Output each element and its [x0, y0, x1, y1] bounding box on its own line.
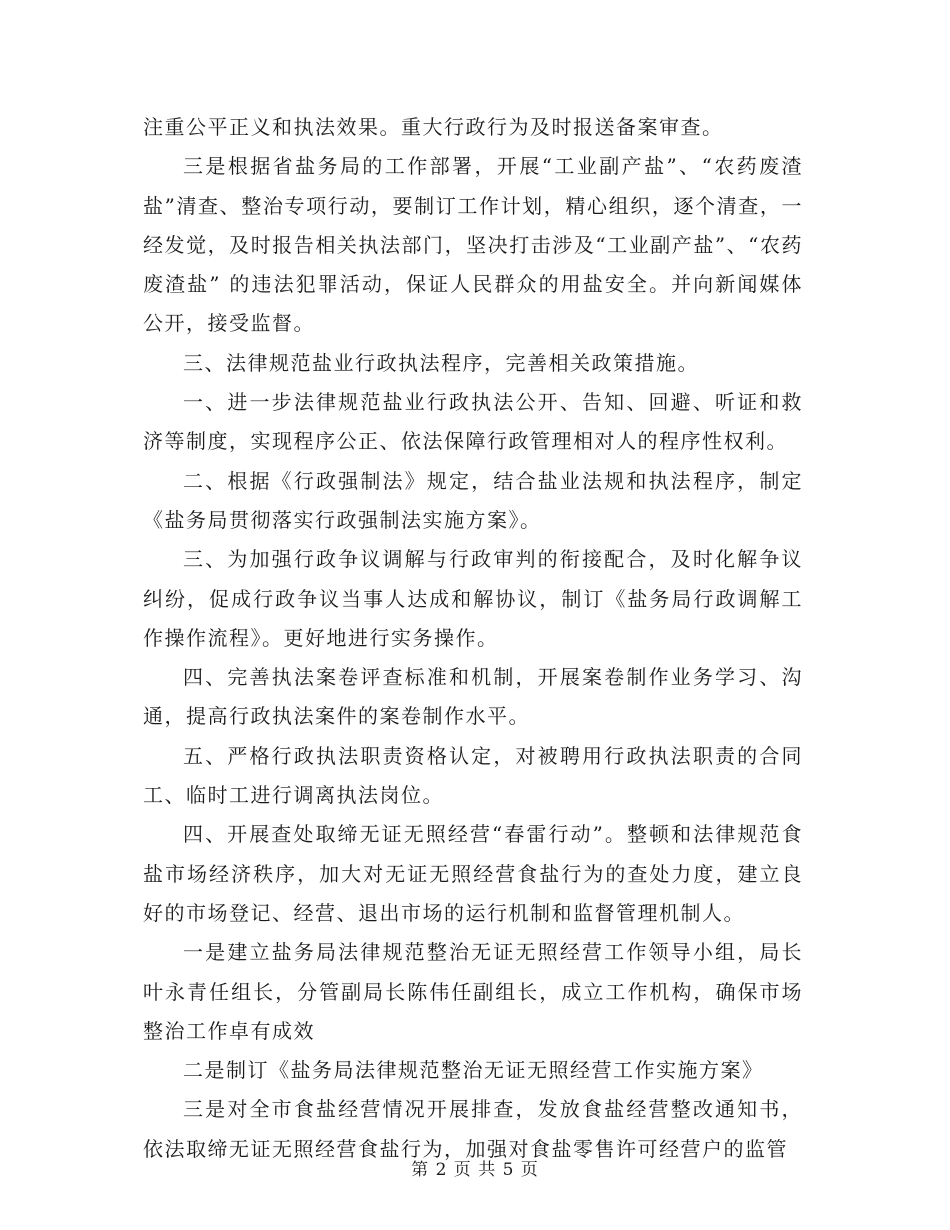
paragraph: 五、严格行政执法职责资格认定，对被聘用行政执法职责的合同工、临时工进行调离执法岗位。	[143, 743, 803, 808]
paragraph: 注重公平正义和执法效果。重大行政行为及时报送备案审查。	[143, 115, 724, 139]
section-heading: 三、法律规范盐业行政执法程序，完善相关政策措施。	[183, 350, 699, 375]
page-number-footer: 第 2 页 共 5 页	[411, 1160, 539, 1180]
paragraph: 四、完善执法案卷评查标准和机制，开展案卷制作业务学习、沟通，提高行政执法案件的案卷制作水平。	[143, 665, 803, 729]
paragraph: 一、进一步法律规范盐业行政执法公开、告知、回避、听证和救济等制度，实现程序公正、依法保障行政管理相对人的程序性权利。	[143, 390, 803, 454]
paragraph: 三是根据省盐务局的工作部署，开展“工业副产盐”、“农药废渣盐”清查、整治专项行动，要制订工作计划，精心组织，逐个清查，一经发觉，及时报告相关执法部门，坚决打击涉及“工业副产盐”、“农药废渣盐” 的违法犯罪活动，保证人民群众的用盐安全。并向新闻媒体公开，接受监督。	[143, 154, 803, 336]
paragraph: 二是制订《盐务局法律规范整治无证无照经营工作实施方案》	[183, 1058, 764, 1083]
paragraph: 三是对全市食盐经营情况开展排查，发放食盐经营整改通知书，依法取缔无证无照经营食盐行为，加强对食盐零售许可经营户的监管	[143, 1097, 803, 1161]
paragraph: 一是建立盐务局法律规范整治无证无照经营工作领导小组，局长叶永青任组长，分管副局长陈伟任副组长，成立工作机构，确保市场整治工作卓有成效	[143, 940, 803, 1043]
paragraph: 二、根据《行政强制法》规定，结合盐业法规和执法程序，制定《盐务局贯彻落实行政强制法实施方案》。	[143, 468, 803, 532]
document-body	[143, 108, 803, 1169]
section-heading: 四、开展查处取缔无证无照经营“春雷行动”。整顿和法律规范食盐市场经济秩序，加大对无证无照经营食盐行为的查处力度，建立良好的市场登记、经营、退出市场的运行机制和监督管理机制人。	[143, 822, 803, 925]
paragraph: 三、为加强行政争议调解与行政审判的衔接配合，及时化解争议纠纷，促成行政争议当事人达成和解协议，制订《盐务局行政调解工作操作流程》。更好地进行实务操作。	[143, 547, 803, 650]
